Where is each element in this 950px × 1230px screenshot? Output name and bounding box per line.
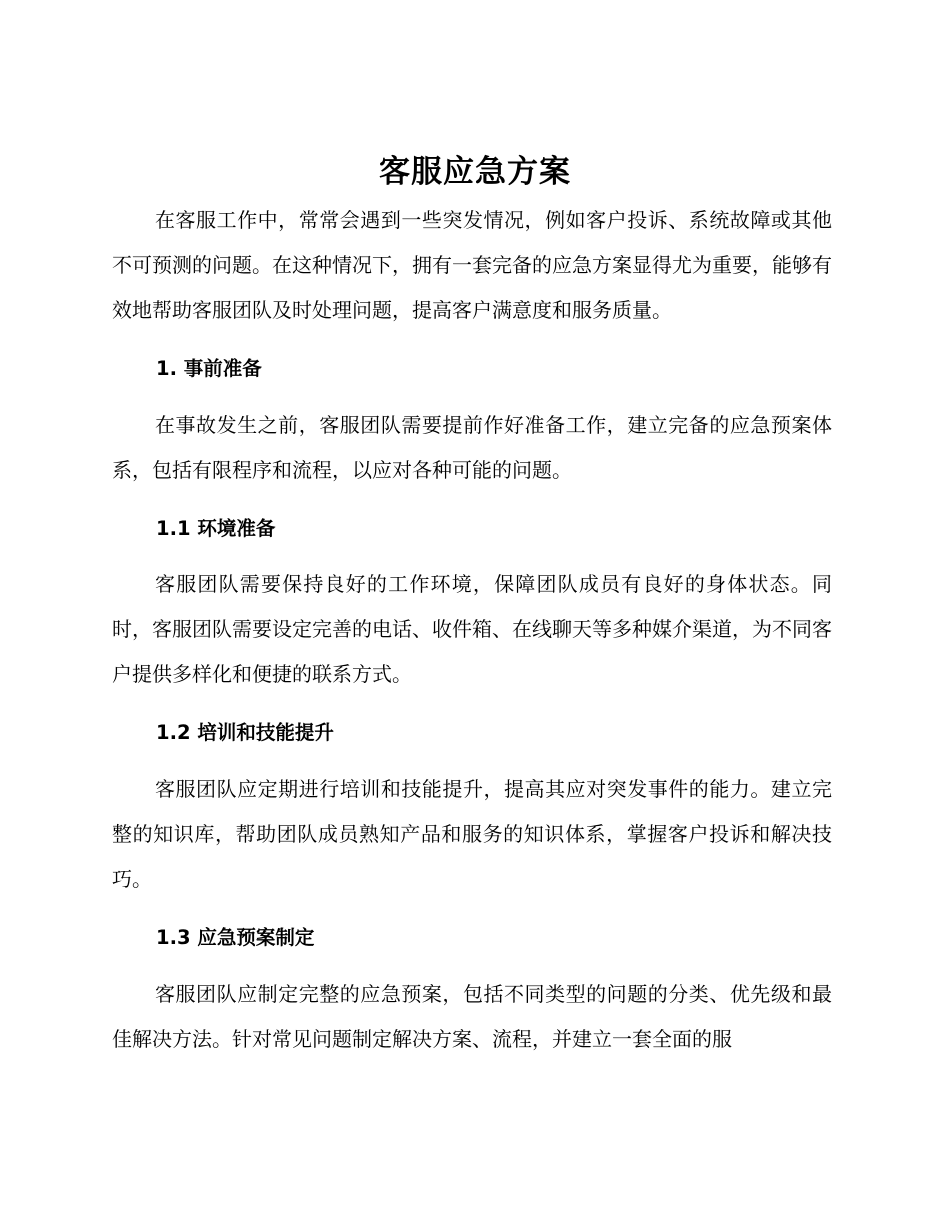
section-paragraph-1-2: 客服团队应定期进行培训和技能提升，提高其应对突发事件的能力。建立完整的知识库，帮助团队成员熟知产品和服务的知识体系，掌握客户投诉和解决技巧。 [112, 777, 832, 891]
document-title: 客服应急方案 [379, 154, 571, 190]
section-heading-1-3: 1.3 应急预案制定 [156, 926, 315, 949]
section-paragraph-1-1: 客服团队需要保持良好的工作环境，保障团队成员有良好的身体状态。同时，客服团队需要设定完善的电话、收件箱、在线聊天等多种媒介渠道，为不同客户提供多样化和便捷的联系方式。 [112, 572, 832, 686]
section-paragraph-1: 在事故发生之前，客服团队需要提前作好准备工作，建立完备的应急预案体系，包括有限程序和流程，以应对各种可能的问题。 [112, 413, 832, 482]
section-heading-1: 1. 事前准备 [156, 357, 262, 380]
intro-paragraph: 在客服工作中，常常会遇到一些突发情况，例如客户投诉、系统故障或其他不可预测的问题。在这种情况下，拥有一套完备的应急方案显得尤为重要，能够有效地帮助客服团队及时处理问题，提高客户满意度和服务质量。 [112, 208, 832, 322]
section-heading-1-1: 1.1 环境准备 [156, 517, 276, 540]
section-heading-1-2: 1.2 培训和技能提升 [156, 721, 334, 744]
section-paragraph-1-3: 客服团队应制定完整的应急预案，包括不同类型的问题的分类、优先级和最佳解决方法。针对常见问题制定解决方案、流程，并建立一套全面的服 [112, 982, 832, 1051]
